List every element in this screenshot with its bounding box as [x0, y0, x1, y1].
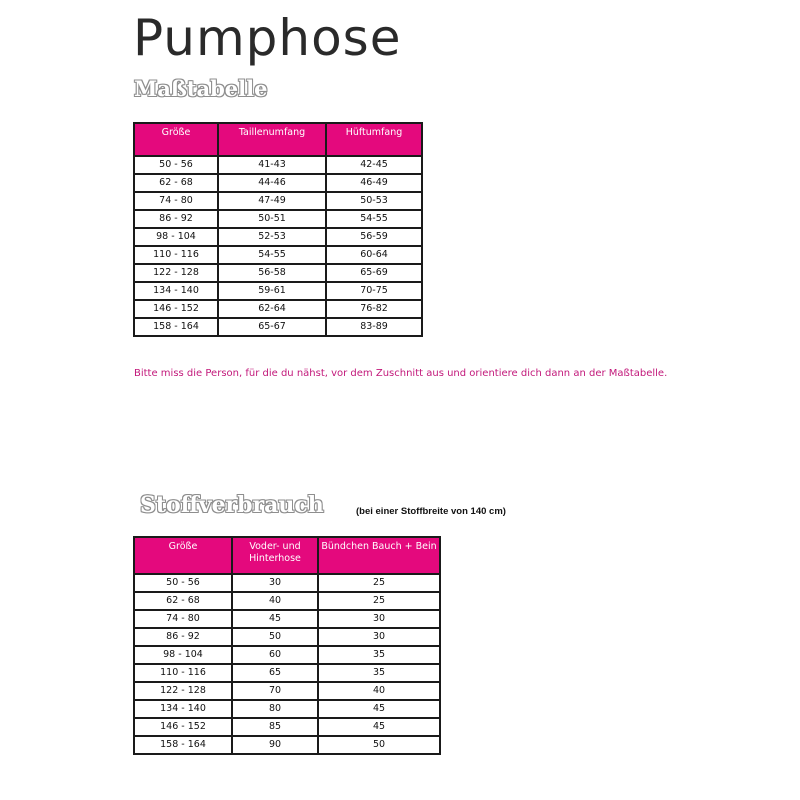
front-back-cell: 65	[232, 664, 318, 682]
table-row	[134, 718, 440, 736]
fabric-usage-table	[133, 536, 441, 755]
size-cell: 98 - 104	[134, 646, 232, 664]
size-cell: 74 - 80	[134, 610, 232, 628]
size-cell: 158 - 164	[134, 318, 218, 336]
size-cell: 122 - 128	[134, 682, 232, 700]
table-row	[134, 682, 440, 700]
fabric-width-note: (bei einer Stoffbreite von 140 cm)	[356, 506, 506, 517]
fabric-usage-heading: Stoffverbrauch	[140, 492, 324, 518]
table-row	[134, 246, 422, 264]
size-cell: 134 - 140	[134, 282, 218, 300]
column-header-hip: Hüftumfang	[326, 123, 422, 156]
cuffs-cell: 35	[318, 646, 440, 664]
table-row	[134, 628, 440, 646]
front-back-cell: 80	[232, 700, 318, 718]
size-cell: 158 - 164	[134, 736, 232, 754]
hip-cell: 83-89	[326, 318, 422, 336]
table-row	[134, 264, 422, 282]
waist-cell: 47-49	[218, 192, 326, 210]
hip-cell: 60-64	[326, 246, 422, 264]
column-header-waist: Taillenumfang	[218, 123, 326, 156]
hip-cell: 56-59	[326, 228, 422, 246]
table-header-row	[134, 123, 422, 156]
column-header-size: Größe	[134, 123, 218, 156]
cuffs-cell: 35	[318, 664, 440, 682]
size-cell: 146 - 152	[134, 718, 232, 736]
column-header-cuffs: Bündchen Bauch + Bein	[318, 537, 440, 574]
table-row	[134, 574, 440, 592]
size-cell: 62 - 68	[134, 174, 218, 192]
waist-cell: 44-46	[218, 174, 326, 192]
table-row	[134, 282, 422, 300]
table-row	[134, 228, 422, 246]
table-row	[134, 318, 422, 336]
waist-cell: 52-53	[218, 228, 326, 246]
front-back-cell: 50	[232, 628, 318, 646]
size-cell: 50 - 56	[134, 574, 232, 592]
front-back-cell: 70	[232, 682, 318, 700]
hip-cell: 70-75	[326, 282, 422, 300]
size-cell: 74 - 80	[134, 192, 218, 210]
size-cell: 62 - 68	[134, 592, 232, 610]
cuffs-cell: 50	[318, 736, 440, 754]
size-cell: 86 - 92	[134, 628, 232, 646]
cuffs-cell: 25	[318, 574, 440, 592]
hip-cell: 42-45	[326, 156, 422, 174]
cuffs-cell: 30	[318, 628, 440, 646]
waist-cell: 62-64	[218, 300, 326, 318]
table-row	[134, 174, 422, 192]
cuffs-cell: 45	[318, 718, 440, 736]
size-cell: 134 - 140	[134, 700, 232, 718]
cuffs-cell: 30	[318, 610, 440, 628]
front-back-cell: 40	[232, 592, 318, 610]
front-back-cell: 85	[232, 718, 318, 736]
hip-cell: 54-55	[326, 210, 422, 228]
measurement-table	[133, 122, 423, 337]
waist-cell: 65-67	[218, 318, 326, 336]
front-back-cell: 45	[232, 610, 318, 628]
table-row	[134, 736, 440, 754]
table-row	[134, 192, 422, 210]
table-row	[134, 664, 440, 682]
hip-cell: 65-69	[326, 264, 422, 282]
table-row	[134, 700, 440, 718]
column-header-front-back: Voder- und Hinterhose	[232, 537, 318, 574]
cuffs-cell: 45	[318, 700, 440, 718]
waist-cell: 56-58	[218, 264, 326, 282]
size-cell: 110 - 116	[134, 664, 232, 682]
table-row	[134, 610, 440, 628]
hip-cell: 46-49	[326, 174, 422, 192]
cuffs-cell: 40	[318, 682, 440, 700]
table-row	[134, 210, 422, 228]
front-back-cell: 90	[232, 736, 318, 754]
size-cell: 122 - 128	[134, 264, 218, 282]
table-row	[134, 646, 440, 664]
column-header-size: Größe	[134, 537, 232, 574]
waist-cell: 41-43	[218, 156, 326, 174]
page-title: Pumphose	[133, 9, 402, 67]
cuffs-cell: 25	[318, 592, 440, 610]
table-row	[134, 592, 440, 610]
waist-cell: 54-55	[218, 246, 326, 264]
waist-cell: 59-61	[218, 282, 326, 300]
waist-cell: 50-51	[218, 210, 326, 228]
measurement-instruction: Bitte miss die Person, für die du nähst, vor dem Zuschnitt aus und orientiere dich dann an der Maßtabelle.	[134, 368, 668, 379]
front-back-cell: 30	[232, 574, 318, 592]
hip-cell: 50-53	[326, 192, 422, 210]
front-back-cell: 60	[232, 646, 318, 664]
size-cell: 50 - 56	[134, 156, 218, 174]
size-cell: 86 - 92	[134, 210, 218, 228]
table-row	[134, 300, 422, 318]
size-cell: 146 - 152	[134, 300, 218, 318]
table-header-row	[134, 537, 440, 574]
size-cell: 98 - 104	[134, 228, 218, 246]
hip-cell: 76-82	[326, 300, 422, 318]
measurement-table-heading: Maßtabelle	[134, 76, 268, 101]
size-cell: 110 - 116	[134, 246, 218, 264]
table-row	[134, 156, 422, 174]
